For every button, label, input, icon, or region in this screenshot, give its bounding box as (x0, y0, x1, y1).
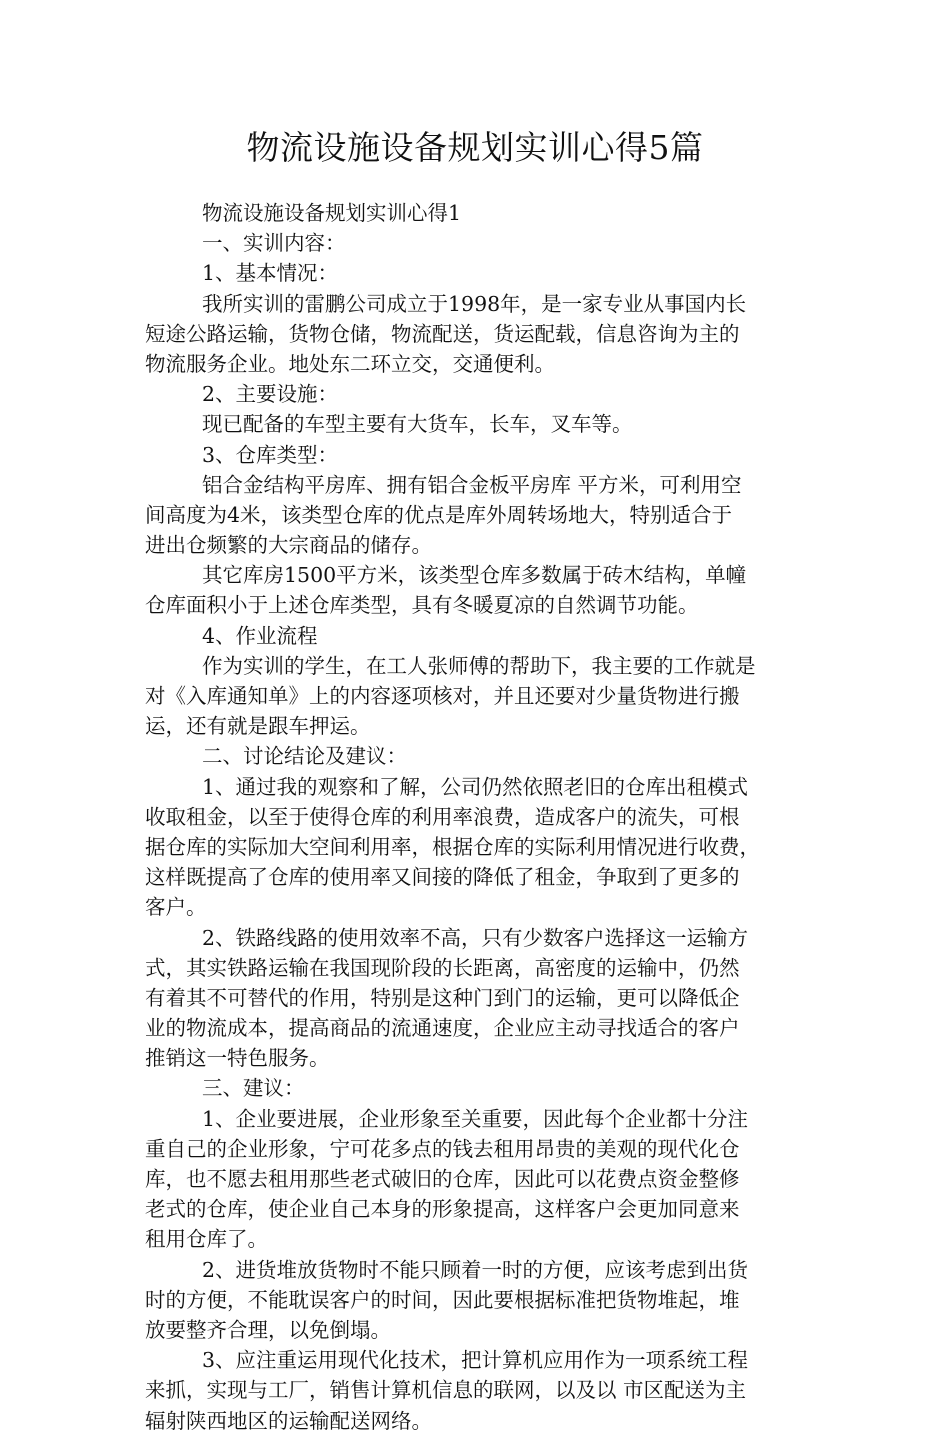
paragraph-line: 这样既提高了仓库的使用率又间接的降低了租金，争取到了更多的 (145, 865, 740, 890)
paragraph-line: 物流服务企业。地处东二环立交，交通便利。 (145, 351, 555, 376)
paragraph-line: 来抓，实现与工厂，销售计算机信息的联网，以及以 市区配送为主 (145, 1378, 747, 1403)
document-body (145, 198, 811, 1436)
paragraph-line: 老式的仓库，使企业自己本身的形象提高，这样客户会更加同意来 (145, 1197, 740, 1222)
paragraph-line: 放要整齐合理，以免倒塌。 (145, 1317, 391, 1342)
paragraph-line: 收取租金，以至于使得仓库的利用率浪费，造成客户的流失，可根 (145, 804, 740, 829)
paragraph-line: 进出仓频繁的大宗商品的储存。 (145, 533, 432, 558)
paragraph-line: 仓库面积小于上述仓库类型，具有冬暖夏凉的自然调节功能。 (145, 593, 699, 618)
paragraph-line: 3、应注重运用现代化技术，把计算机应用作为一项系统工程 (202, 1348, 749, 1373)
subsection-heading: 1、基本情况： (202, 261, 339, 286)
paragraph-line: 式，其实铁路运输在我国现阶段的长距离，高密度的运输中，仍然 (145, 955, 740, 980)
section-heading: 二、讨论结论及建议： (202, 744, 407, 769)
paragraph-line: 2、铁路线路的使用效率不高，只有少数客户选择这一运输方 (202, 925, 749, 950)
subsection-heading: 4、作业流程 (202, 623, 318, 648)
paragraph-line: 辐射陕西地区的运输配送网络。 (145, 1408, 432, 1433)
paragraph-line: 铝合金结构平房库、拥有铝合金板平房库 平方米，可利用空 (202, 472, 742, 497)
subsection-heading: 2、主要设施： (202, 382, 339, 407)
subsection-heading: 3、仓库类型： (202, 442, 339, 467)
paragraph-line: 现已配备的车型主要有大货车，长车，叉车等。 (202, 412, 633, 437)
paragraph-line: 其它库房1500平方米，该类型仓库多数属于砖木结构，单幢 (202, 563, 747, 588)
paragraph-line: 我所实训的雷鹏公司成立于1998年，是一家专业从事国内长 (202, 291, 747, 316)
paragraph-line: 库，也不愿去租用那些老式破旧的仓库，因此可以花费点资金整修 (145, 1167, 740, 1191)
paragraph-line: 作为实训的学生，在工人张师傅的帮助下，我主要的工作就是 (202, 653, 756, 678)
paragraph-line: 推销这一特色服务。 (145, 1046, 330, 1071)
paragraph-line: 短途公路运输，货物仓储，物流配送，货运配载，信息咨询为主的 (145, 321, 740, 346)
paragraph-line: 时的方便，不能耽误客户的时间，因此要根据标准把货物堆起，堆 (145, 1287, 740, 1312)
paragraph-line: 1、通过我的观察和了解，公司仍然依照老旧的仓库出租模式 (202, 774, 749, 799)
paragraph-line: 1、企业要进展，企业形象至关重要，因此每个企业都十分注 (202, 1106, 749, 1131)
paragraph-line: 租用仓库了。 (145, 1227, 268, 1252)
paragraph-line: 2、进货堆放货物时不能只顾着一时的方便，应该考虑到出货 (202, 1257, 749, 1282)
paragraph-line: 间高度为4米，该类型仓库的优点是库外周转场地大，特别适合于 (145, 502, 733, 527)
document-title: 物流设施设备规划实训心得5篇 (246, 128, 704, 167)
paragraph-line: 对《入库通知单》上的内容逐项核对，并且还要对少量货物进行搬 (145, 684, 740, 708)
paragraph-line: 重自己的企业形象，宁可花多点的钱去租用昂贵的美观的现代化仓 (145, 1136, 740, 1161)
section-heading: 物流设施设备规划实训心得1 (202, 201, 462, 225)
paragraph-line: 业的物流成本，提高商品的流通速度，企业应主动寻找适合的客户 (145, 1016, 740, 1041)
paragraph-line: 客户。 (145, 895, 207, 920)
section-heading: 三、建议： (202, 1076, 305, 1101)
paragraph-line: 运，还有就是跟车押运。 (145, 714, 371, 739)
paragraph-line: 有着其不可替代的作用，特别是这种门到门的运输，更可以降低企 (145, 985, 740, 1010)
paragraph-line: 据仓库的实际加大空间利用率，根据仓库的实际利用情况进行收费， (145, 834, 760, 859)
section-heading: 一、实训内容： (202, 231, 346, 256)
